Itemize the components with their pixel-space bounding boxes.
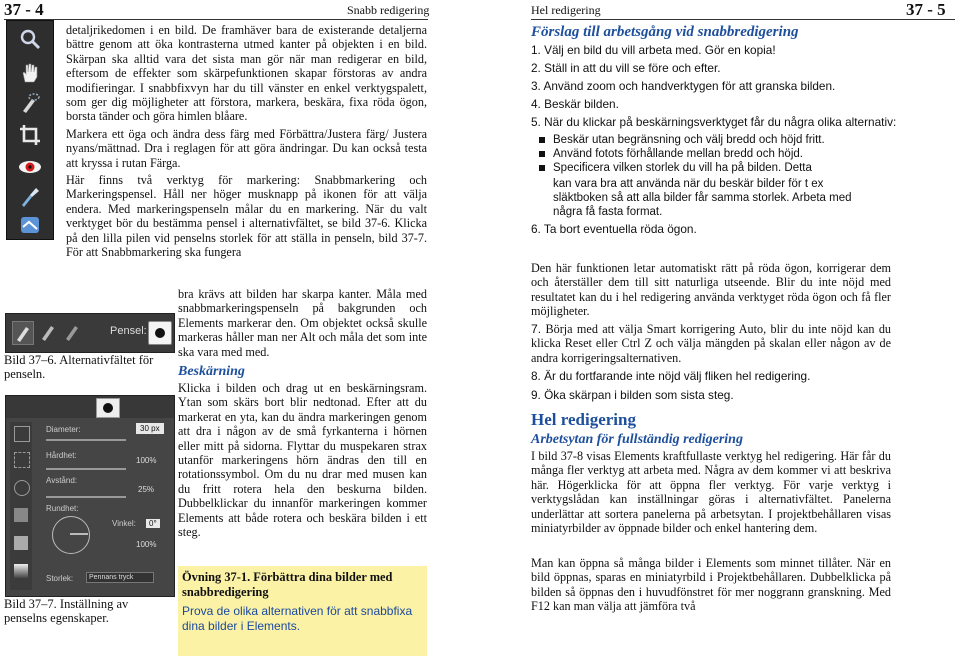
lasso-tool-icon[interactable] bbox=[14, 480, 30, 496]
quick-selection-continued: bra krävs att bilden har skarpa kanter. Måla med snabbmarkeringspenseln på bakgrunden och Elements markerar den. Om objektet också skulle markeras håller man ner Alt och måla det som inte ska vara med med. bbox=[178, 287, 427, 359]
workflow-heading: Förslag till arbetsgång vid snabbredigering bbox=[531, 24, 799, 40]
step-9: 9. Öka skärpan i bilden som sista steg. bbox=[531, 388, 734, 402]
gradient-tool-icon[interactable] bbox=[14, 564, 28, 578]
left-header-rule bbox=[4, 19, 428, 20]
workflow-steps bbox=[531, 43, 911, 236]
caption-bild-37-6: Bild 37–6. Alternativfältet för penseln. bbox=[4, 353, 154, 381]
right-header-rule bbox=[531, 19, 955, 20]
left-page-number: 37 - 4 bbox=[4, 0, 44, 19]
crop-options-list bbox=[531, 133, 911, 175]
crop-option-size-continued: kan vara bra att använda när du beskär bilder för t ex släktboken så att alla bilder får samma storlek. Arbeta med några få fasta format. bbox=[553, 178, 852, 218]
brush-label: Pensel: bbox=[110, 325, 147, 337]
left-body-text bbox=[66, 23, 427, 260]
exercise-title: Övning 37-1. Förbättra dina bilder med snabbredigering bbox=[182, 570, 393, 599]
step-5: 5. När du klickar på beskärningsverktyget får du några olika alternativ: bbox=[531, 115, 897, 129]
full-edit-subheading: Arbetsytan för fullständig redigering bbox=[531, 432, 743, 447]
crop-tool-icon[interactable] bbox=[16, 121, 44, 149]
marquee-tool-icon[interactable] bbox=[14, 452, 30, 468]
right-page-number: 37 - 5 bbox=[906, 0, 946, 19]
left-running-head: Snabb redigering bbox=[347, 3, 430, 17]
quickfix-tool-palette bbox=[6, 20, 54, 240]
zoom-tool-icon[interactable] bbox=[16, 25, 44, 53]
hardness-slider[interactable] bbox=[46, 468, 126, 470]
diameter-value[interactable]: 30 px bbox=[136, 423, 164, 434]
roundness-dial[interactable] bbox=[52, 516, 90, 554]
diameter-label: Diameter: bbox=[46, 425, 81, 434]
roundness-label: Rundhet: bbox=[46, 504, 79, 513]
spacing-label: Avstånd: bbox=[46, 476, 77, 485]
blue-sky-tool-icon[interactable] bbox=[16, 211, 44, 239]
spacing-value[interactable]: 25% bbox=[138, 485, 155, 494]
step-8: 8. Är du fortfarande inte nöjd välj fliken hel redigering. bbox=[531, 369, 811, 383]
intro-paragraph: detaljrikedomen i en bild. De framhäver bara de existerande detaljerna bättre genom att öka kontrasterna utmed kanter på objekten i en bild. Skärpan ska alltid vara det sista man gör när man redigerar en bild, eftersom de effekter som skärpefunktionen skapar förstoras av andra modifieringar. I snabbfixvyn har du till vänster en enkel verktygspalett, som ger dig möjligheter att förstora, markera, beskära, fixa röda ögon, borsta tänder och göra himlen blåare. bbox=[66, 23, 427, 124]
brush-settings-panel bbox=[5, 395, 175, 597]
step-7: 7. Börja med att välja Smart korrigering Auto, blir du inte nöjd kan du klicka Reset eller Ctrl Z och välja mängden på skalan eller någon av de andra korrigeringsalternativen. bbox=[531, 322, 892, 365]
right-running-head: Hel redigering bbox=[531, 3, 601, 17]
exercise-text: Prova de olika alternativen för att snabbfixa dina bilder i Elements. bbox=[182, 604, 413, 633]
step-4: 4. Beskär bilden. bbox=[531, 97, 619, 111]
diameter-slider[interactable] bbox=[46, 439, 126, 441]
steps-8-9 bbox=[531, 369, 911, 402]
exercise-box bbox=[178, 566, 427, 656]
angle-label: Vinkel: bbox=[112, 519, 136, 528]
roundness-dial-needle bbox=[70, 533, 88, 535]
panel-toolbar bbox=[6, 396, 174, 418]
crop-option-free: Beskär utan begränsning och välj bredd och höjd fritt. bbox=[553, 133, 911, 147]
spacing-slider[interactable] bbox=[46, 496, 126, 498]
brush-add-icon[interactable] bbox=[38, 321, 58, 343]
whiten-teeth-tool-icon[interactable] bbox=[16, 183, 44, 211]
move-tool-icon[interactable] bbox=[14, 426, 30, 442]
selection-paragraph: Här finns två verktyg för markering: Snabbmarkering och Markeringspensel. Håll ner höger musknapp på ikonen för att välja endera. Med markeringspenseln målar du en markering. När du valt verktyget bör du bestämma pensel i alternativfältet, se bild 37-6. Klicka på den lilla pilen vid penselns storlek för att ställa in penseln, bild 37-7. För att Snabbmarkering ska fungera bbox=[66, 173, 427, 260]
panel-brush-swatch[interactable] bbox=[96, 398, 120, 418]
angle-value[interactable]: 0° bbox=[146, 519, 160, 528]
step-2: 2. Ställ in att du vill se före och efter. bbox=[531, 61, 721, 75]
crop-option-ratio: Använd fotots förhållande mellan bredd och höjd. bbox=[553, 147, 911, 161]
size-dropdown[interactable]: Pennans tryck bbox=[86, 572, 154, 583]
beskarning-text: Klicka i bilden och drag ut en beskärningsram. Ytan som skärs bort blir nedtonad. Efter att du markerat en yta, kan du ändra markeringen genom att dra i någon av de små fyrkanterna i hörnen eller mitt på sidorna. Flyttar du muspekaren strax utanför markeringens hörn ändras den till en rotationssymbol. Om du nu drar med musen kan du fritt rotera hela den beskurna bilden. Dubbelklickar du innanför markeringen kommer Elements att både rotera och beskära bilden i ett steg. bbox=[178, 381, 427, 540]
red-eye-paragraph: Den här funktionen letar automatiskt rätt på röda ögon, korrigerar dem och återställer dem till sitt naturliga utseende. Blir du inte nöjd med resultatet kan du i hel redigering använda verktyget röda ögon och få fler möjligheter. bbox=[531, 261, 891, 319]
roundness-value[interactable]: 100% bbox=[136, 540, 157, 549]
beskarning-heading: Beskärning bbox=[178, 364, 245, 379]
step-6: 6. Ta bort eventuella röda ögon. bbox=[531, 222, 697, 236]
brush-tool-icon[interactable] bbox=[14, 508, 28, 522]
brush-options-bar bbox=[5, 313, 175, 353]
hand-tool-icon[interactable] bbox=[16, 59, 44, 87]
caption-bild-37-7: Bild 37–7. Inställning av penselns egenskaper. bbox=[4, 597, 129, 625]
full-edit-paragraph-2: Man kan öppna så många bilder i Elements som minnet tillåter. När en bild öppnas, sparas en miniatyrbild i Projektbehållaren. Dubbelklicka på bilden så öppnas den i huvudfönstret för mer noggrann granskning. Med F12 kan man välja att jämföra två bbox=[531, 556, 891, 614]
brush-preset-icon[interactable] bbox=[12, 321, 34, 345]
quick-selection-tool-icon[interactable] bbox=[16, 89, 44, 117]
full-edit-heading: Hel redigering bbox=[531, 410, 636, 429]
step-3: 3. Använd zoom och handverktygen för att granska bilden. bbox=[531, 79, 836, 93]
brush-subtract-icon[interactable] bbox=[62, 321, 82, 343]
step-1: 1. Välj en bild du vill arbeta med. Gör en kopia! bbox=[531, 43, 776, 57]
crop-option-size: Specificera vilken storlek du vill ha på bilden. Detta bbox=[553, 161, 911, 175]
hardness-label: Hårdhet: bbox=[46, 451, 77, 460]
brush-size-picker[interactable] bbox=[148, 321, 172, 345]
red-eye-tool-icon[interactable] bbox=[16, 153, 44, 181]
size-label: Storlek: bbox=[46, 574, 74, 583]
hardness-value[interactable]: 100% bbox=[136, 456, 157, 465]
eraser-tool-icon[interactable] bbox=[14, 536, 28, 550]
full-edit-paragraph-1: I bild 37-8 visas Elements kraftfullaste verktyg hel redigering. Här får du många fler verktyg att arbeta med. Några av dem kommer vi att beskriva här. Högerklicka för att öppna fler verktyg. För varje verktyg i verktygslådan kan inställningar göras i alternativfältet. Panelerna underlättar att sortera panelerna på arbetsytan. I projektbehållaren visas miniatyrbilder av öppnade bilder och enkel hantering dem. bbox=[531, 449, 891, 536]
eye-color-paragraph: Markera ett öga och ändra dess färg med Förbättra/Justera färg/ Justera nyans/mättnad. Dra i reglagen för att göra ändringar. Du kan också testa att kryssa i rutan Färga. bbox=[66, 126, 427, 170]
